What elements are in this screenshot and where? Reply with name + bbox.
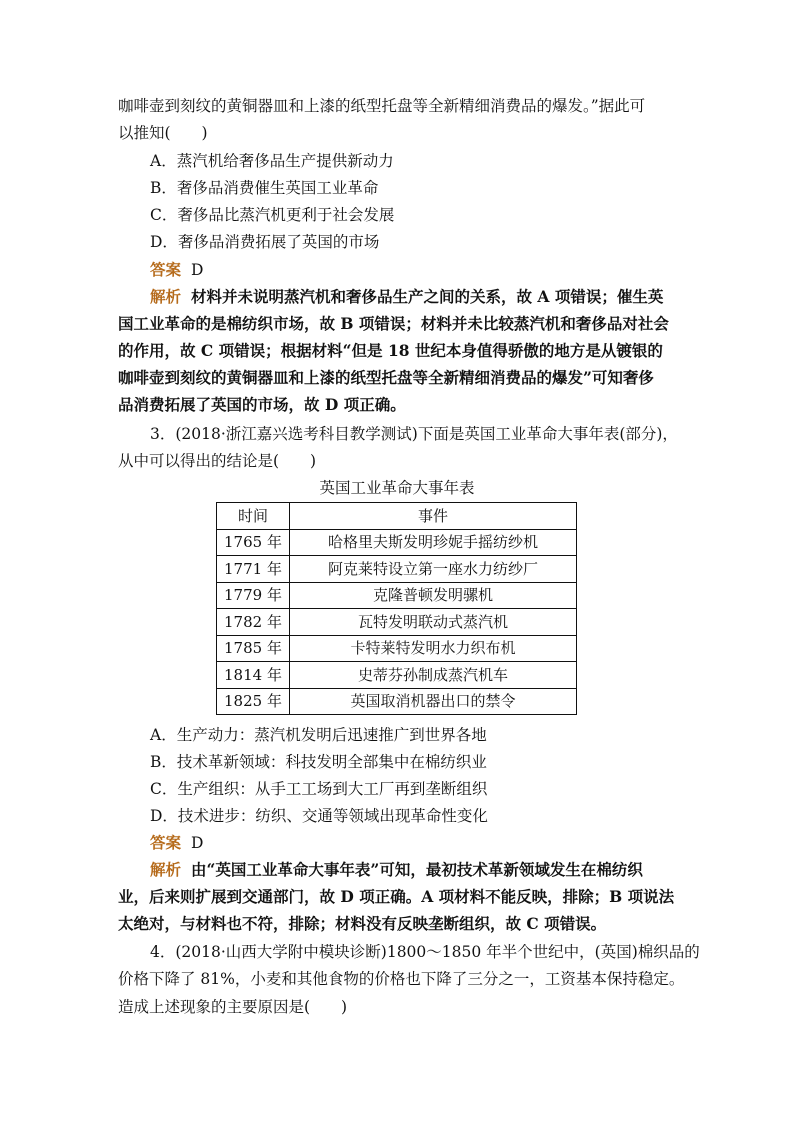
table-row: [217, 688, 577, 715]
q3-option-a: A．生产动力：蒸汽机发明后迅速推广到世界各地: [150, 726, 487, 744]
q3-stem-line-1: 3．(2018·浙江嘉兴选考科目教学测试)下面是英国工业革命大事年表(部分)，: [150, 425, 678, 443]
q2-analysis-line-5: 品消费拓展了英国的市场，故 D 项正确。: [118, 395, 406, 414]
events-table: [216, 502, 577, 715]
analysis-text: 由“英国工业革命大事年表”可知，最初技术革新领域发生在棉纺织: [191, 860, 643, 879]
year-cell: 1771 年: [217, 556, 290, 583]
event-cell: 英国取消机器出口的禁令: [290, 688, 577, 715]
answer-value: D: [191, 261, 204, 279]
table-row: [217, 582, 577, 609]
year-cell: 1779 年: [217, 582, 290, 609]
table-row: [217, 609, 577, 636]
analysis-text: 材料并未说明蒸汽机和奢侈品生产之间的关系，故 A 项错误；催生英: [191, 287, 664, 306]
answer-value: D: [191, 834, 204, 852]
q2-analysis-line-1: [150, 287, 663, 307]
year-cell: 1782 年: [217, 609, 290, 636]
q2-option-c: C．奢侈品比蒸汽机更利于社会发展: [150, 206, 395, 224]
event-cell: 史蒂芬孙制成蒸汽机车: [290, 662, 577, 689]
q2-stem-line-2: 以推知( ): [118, 124, 208, 142]
event-cell: 阿克莱特设立第一座水力纺纱厂: [290, 556, 577, 583]
year-cell: 1785 年: [217, 635, 290, 662]
event-cell: 哈格里夫斯发明珍妮手摇纺纱机: [290, 529, 577, 556]
table-row: [217, 635, 577, 662]
header-event: 事件: [290, 503, 577, 530]
q2-option-b: B．奢侈品消费催生英国工业革命: [150, 179, 379, 197]
answer-label: 答案: [150, 833, 182, 852]
year-cell: 1765 年: [217, 529, 290, 556]
table-row: [217, 662, 577, 689]
q3-analysis-line-3: 太绝对，与材料也不符，排除；材料没有反映垄断组织，故 C 项错误。: [118, 914, 607, 933]
q4-stem-line-2: 价格下降了 81%，小麦和其他食物的价格也下降了三分之一，工资基本保持稳定。: [118, 970, 685, 988]
year-cell: 1825 年: [217, 688, 290, 715]
table-title: 英国工业革命大事年表: [319, 479, 475, 497]
header-time: 时间: [217, 503, 290, 530]
event-cell: 卡特莱特发明水力织布机: [290, 635, 577, 662]
event-cell: 克隆普顿发明骡机: [290, 582, 577, 609]
q3-stem-line-2: 从中可以得出的结论是( ): [118, 452, 317, 470]
q2-analysis-line-2: 国工业革命的是棉纺织市场，故 B 项错误；材料并未比较蒸汽机和奢侈品对社会: [118, 314, 669, 333]
year-cell: 1814 年: [217, 662, 290, 689]
q2-analysis-line-3: 的作用，故 C 项错误；根据材料“但是 18 世纪本身值得骄傲的地方是从镀银的: [118, 341, 663, 360]
q3-option-c: C．生产组织：从手工工场到大工厂再到垄断组织: [150, 780, 488, 798]
table-header-row: [217, 503, 577, 530]
table-row: [217, 529, 577, 556]
analysis-label: 解析: [150, 287, 182, 306]
q2-analysis-line-4: 咖啡壶到刻纹的黄铜器皿和上漆的纸型托盘等全新精细消费品的爆发”可知奢侈: [118, 368, 654, 387]
q3-option-d: D．技术进步：纺织、交通等领域出现革命性变化: [150, 807, 488, 825]
analysis-label: 解析: [150, 860, 182, 879]
q3-analysis-line-1: [150, 860, 643, 880]
answer-label: 答案: [150, 260, 182, 279]
q3-answer: [150, 833, 203, 853]
q4-stem-line-3: 造成上述现象的主要原因是( ): [118, 998, 348, 1016]
q2-option-d: D．奢侈品消费拓展了英国的市场: [150, 233, 380, 251]
q2-answer: [150, 260, 203, 280]
q3-option-b: B．技术革新领域：科技发明全部集中在棉纺织业: [150, 753, 487, 771]
q4-stem-line-1: 4．(2018·山西大学附中模块诊断)1800～1850 年半个世纪中，(英国)棉织品的: [150, 943, 700, 961]
q2-stem-line-1: 咖啡壶到刻纹的黄铜器皿和上漆的纸型托盘等全新精细消费品的爆发。”据此可: [118, 97, 646, 115]
q2-option-a: A．蒸汽机给奢侈品生产提供新动力: [150, 152, 394, 170]
event-cell: 瓦特发明联动式蒸汽机: [290, 609, 577, 636]
q3-analysis-line-2: 业，后来则扩展到交通部门，故 D 项正确。A 项材料不能反映，排除；B 项说法: [118, 887, 675, 906]
table-row: [217, 556, 577, 583]
